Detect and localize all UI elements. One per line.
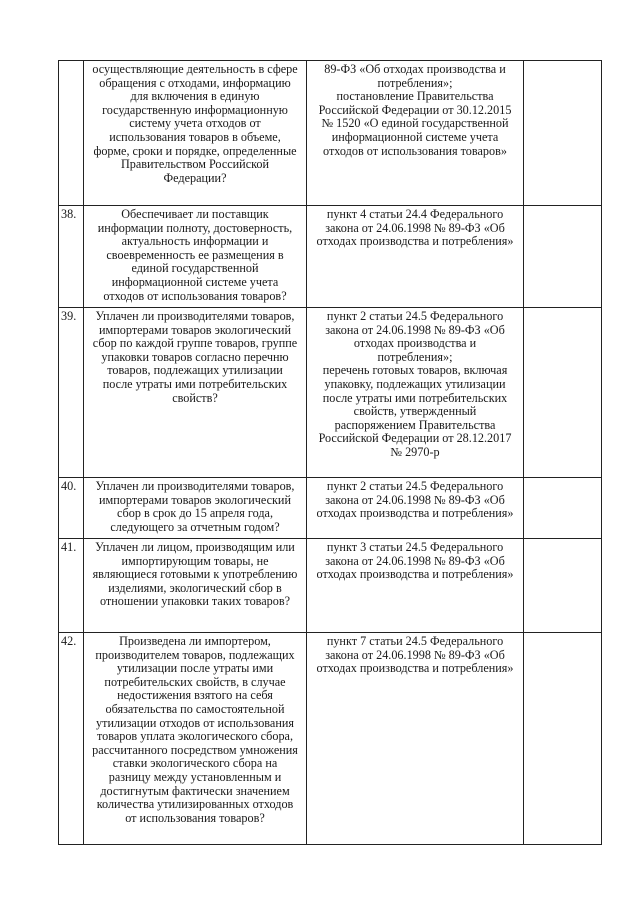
answer-cell[interactable]	[524, 308, 602, 478]
question-cell	[84, 478, 307, 539]
table-row	[59, 478, 602, 539]
question-line: производителем товаров, подлежащих	[95, 647, 295, 662]
question-line: форме, сроки и порядке, определенные	[93, 143, 297, 158]
question-line: отношении упаковки таких товаров?	[99, 594, 291, 609]
row-number: 39.	[59, 308, 84, 478]
legal-basis-line: потребления»;	[377, 75, 453, 90]
question-line: от использования товаров?	[125, 810, 265, 825]
answer-cell[interactable]	[524, 206, 602, 308]
legal-basis-line: № 2970-р	[390, 444, 440, 459]
legal-basis-line: отходах производства и потребления»	[316, 234, 514, 249]
question-line: Федерации?	[163, 170, 227, 185]
legal-basis-line: закона от 24.06.1998 № 89-ФЗ «Об	[325, 553, 505, 568]
legal-basis-cell	[307, 633, 524, 845]
legal-basis-line: отходах производства и потребления»	[316, 567, 514, 582]
legal-basis-line: потребления»;	[377, 349, 453, 364]
answer-cell[interactable]	[524, 61, 602, 206]
legal-basis-line: отходах производства и потребления»	[316, 661, 514, 676]
question-cell	[84, 308, 307, 478]
checklist-body	[59, 61, 602, 845]
question-line: сбор в срок до 15 апреля года,	[116, 506, 274, 521]
question-line: Уплачен ли производителями товаров,	[95, 479, 295, 493]
legal-basis-cell	[307, 478, 524, 539]
legal-basis-cell	[307, 61, 524, 206]
question-line: сбор по каждой группе товаров, группе	[92, 336, 298, 351]
question-line: импортерами товаров экологический	[99, 322, 291, 337]
legal-basis-line: перечень готовых товаров, включая	[322, 363, 508, 378]
legal-basis-line: информационной системе учета	[331, 129, 499, 144]
question-line: утилизации после утраты ими	[116, 661, 274, 676]
checklist-table	[58, 60, 602, 845]
question-line: использования товаров в объеме,	[109, 129, 281, 144]
legal-basis-line: пункт 2 статьи 24.5 Федерального	[326, 309, 504, 323]
legal-basis-line: упаковку, подлежащих утилизации	[324, 376, 506, 391]
legal-basis-line: пункт 3 статьи 24.5 Федерального	[326, 540, 504, 554]
legal-basis-line: Российской Федерации от 30.12.2015	[318, 102, 512, 117]
question-line: недостижения взятого на себя	[117, 688, 273, 703]
legal-basis-line: Российской Федерации от 28.12.2017	[318, 431, 512, 446]
row-number: 42.	[59, 633, 84, 845]
answer-cell[interactable]	[524, 539, 602, 633]
question-line: обязательства по самостоятельной	[105, 701, 285, 716]
legal-basis-cell	[307, 206, 524, 308]
question-line: свойств?	[172, 390, 218, 405]
legal-basis-line: закона от 24.06.1998 № 89-ФЗ «Об	[325, 492, 505, 507]
question-line: достигнутым фактически значением	[100, 783, 290, 798]
question-cell	[84, 633, 307, 845]
legal-basis-line: № 1520 «О единой государственной	[321, 116, 509, 131]
legal-basis-cell	[307, 308, 524, 478]
legal-basis-line: после утраты ими потребительских	[322, 390, 508, 405]
table-row	[59, 61, 602, 206]
row-number: 40.	[59, 478, 84, 539]
legal-basis-line: закона от 24.06.1998 № 89-ФЗ «Об	[325, 220, 505, 235]
question-line: количества утилизированных отходов	[96, 797, 294, 812]
table-row	[59, 633, 602, 845]
table-row	[59, 308, 602, 478]
question-line: утилизации отходов от использования	[96, 715, 294, 730]
legal-basis-line: отходов от использования товаров»	[323, 143, 507, 158]
question-line: Уплачен ли производителями товаров,	[95, 309, 295, 323]
question-line: Правительством Российской	[120, 157, 270, 172]
question-line: товаров, подлежащих утилизации	[107, 363, 283, 378]
question-line: государственную информационную	[102, 102, 288, 117]
legal-basis-line: 89-ФЗ «Об отходах производства и	[324, 62, 506, 76]
question-line: разницу между установленным и	[108, 769, 282, 784]
row-number: 38.	[59, 206, 84, 308]
legal-basis-line: пункт 4 статьи 24.4 Федерального	[326, 207, 504, 221]
question-line: информации полноту, достоверность,	[97, 220, 293, 235]
question-line: для включения в единую	[130, 89, 260, 104]
question-line: актуальность информации и	[121, 234, 269, 249]
legal-basis-cell	[307, 539, 524, 633]
question-line: единой государственной	[131, 261, 259, 276]
question-line: осуществляющие деятельность в сфере	[92, 62, 298, 76]
legal-basis-line: пункт 2 статьи 24.5 Федерального	[326, 479, 504, 493]
table-row	[59, 539, 602, 633]
legal-basis-line: закона от 24.06.1998 № 89-ФЗ «Об	[325, 647, 505, 662]
legal-basis-line: распоряжением Правительства	[334, 417, 496, 432]
row-number: 41.	[59, 539, 84, 633]
question-line: отходов от использования товаров?	[103, 288, 287, 303]
question-line: Произведена ли импортером,	[119, 634, 271, 648]
legal-basis-line: постановление Правительства	[336, 89, 494, 104]
question-line: обращения с отходами, информацию	[99, 75, 291, 90]
question-line: товаров уплата экологического сбора,	[96, 729, 294, 744]
question-line: импортерами товаров экологический	[99, 492, 291, 507]
question-cell	[84, 206, 307, 308]
question-line: упаковки товаров согласно перечню	[101, 349, 289, 364]
question-line: информационной системе учета	[111, 274, 279, 289]
question-line: рассчитанного посредством умножения	[92, 742, 298, 757]
question-line: после утраты ими потребительских	[102, 376, 288, 391]
question-line: ставки экологического сбора на	[112, 756, 278, 771]
legal-basis-line: свойств, утвержденный	[353, 404, 477, 419]
question-line: своевременность ее размещения в	[106, 247, 284, 262]
question-line: импортирующим товары, не	[121, 553, 269, 568]
legal-basis-line: пункт 7 статьи 24.5 Федерального	[326, 634, 504, 648]
question-line: следующего за отчетным годом?	[110, 519, 280, 534]
answer-cell[interactable]	[524, 478, 602, 539]
question-line: изделиями, экологический сбор в	[108, 580, 282, 595]
question-line: являющиеся готовыми к употреблению	[92, 567, 298, 582]
legal-basis-line: отходах производства и потребления»	[316, 506, 514, 521]
question-cell	[84, 61, 307, 206]
question-line: Обеспечивает ли поставщик	[121, 207, 269, 221]
table-row	[59, 206, 602, 308]
question-cell	[84, 539, 307, 633]
legal-basis-line: отходах производства и	[353, 336, 477, 351]
legal-basis-line: закона от 24.06.1998 № 89-ФЗ «Об	[325, 322, 505, 337]
question-line: потребительских свойств, в случае	[104, 674, 286, 689]
question-line: систему учета отходов от	[129, 116, 261, 131]
answer-cell[interactable]	[524, 633, 602, 845]
question-line: Уплачен ли лицом, производящим или	[95, 540, 295, 554]
row-number	[59, 61, 84, 206]
